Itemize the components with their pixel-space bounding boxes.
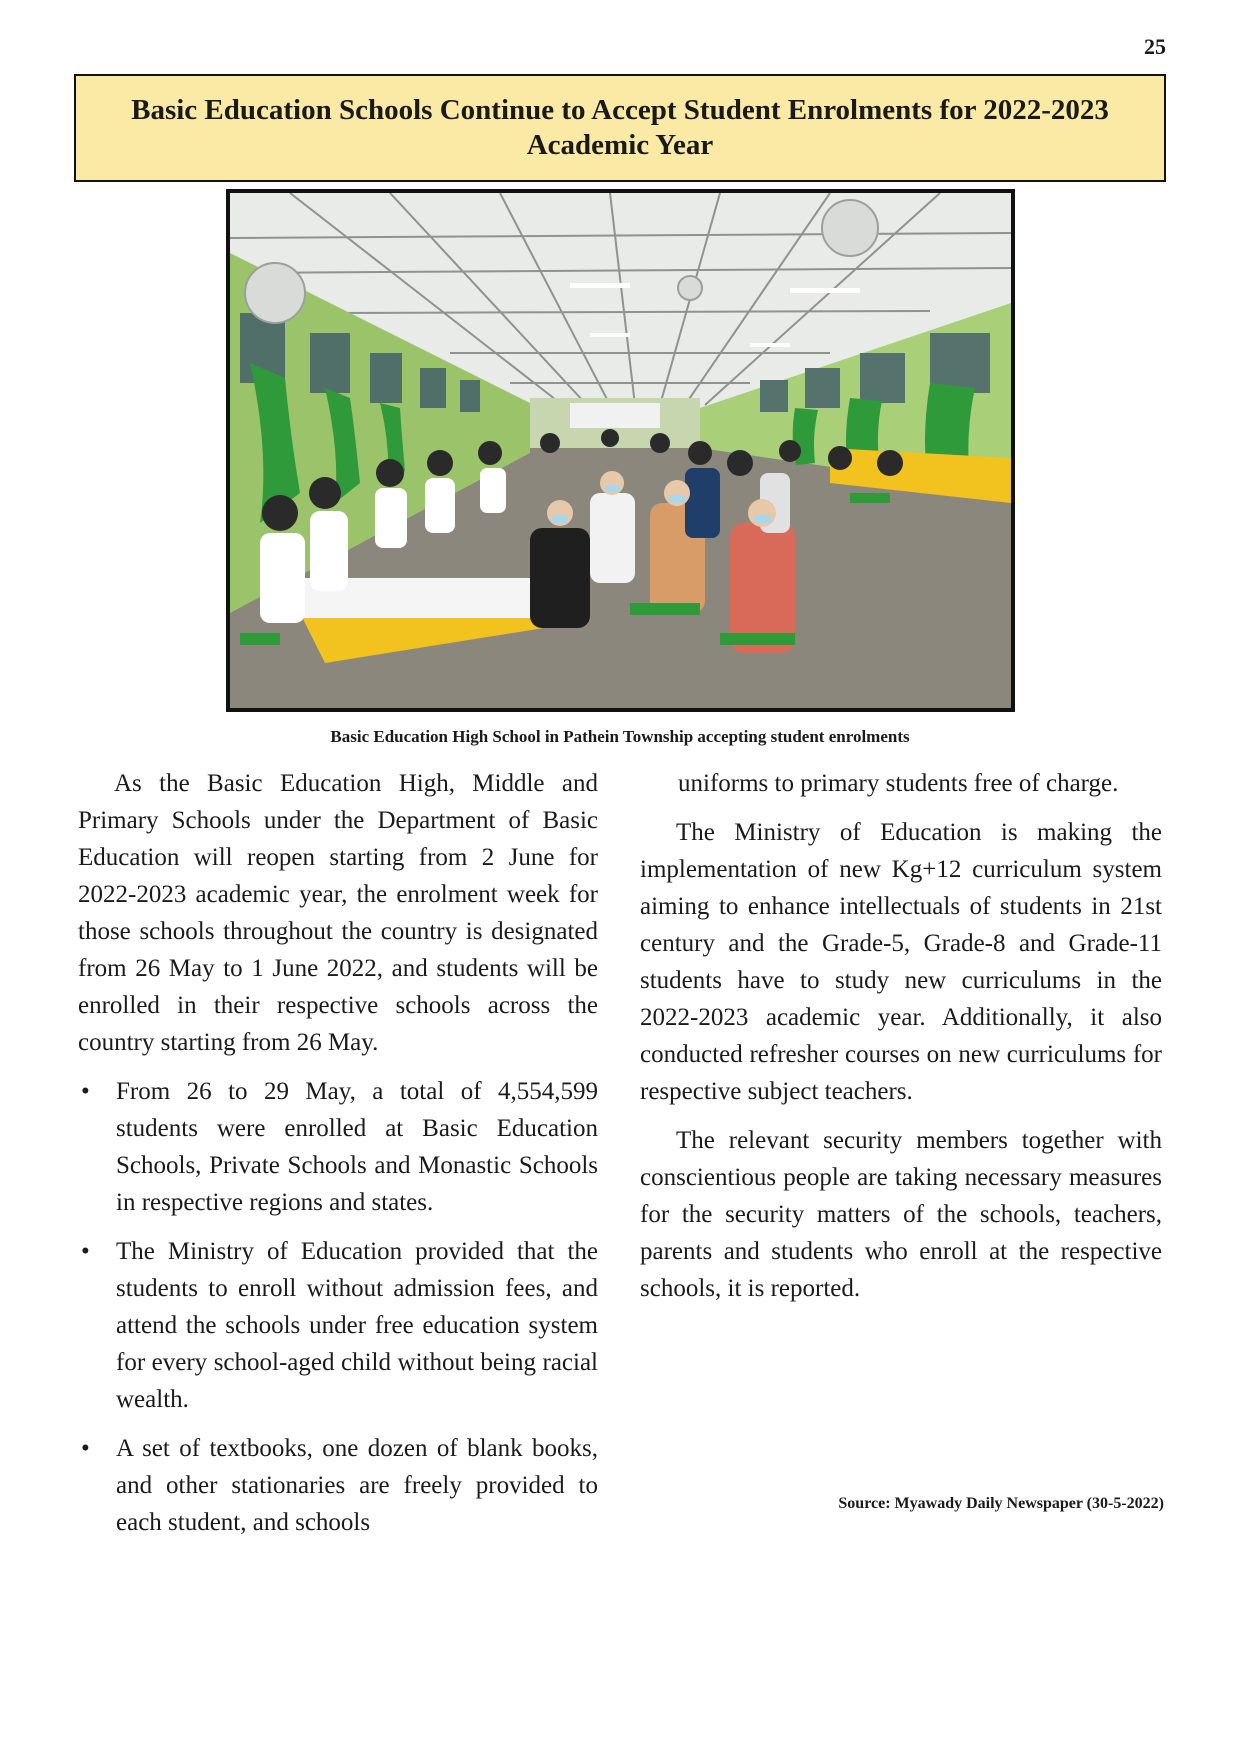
enrolment-hall-photo: [230, 193, 1011, 708]
page-number: 25: [1144, 34, 1166, 59]
security-paragraph: The relevant security members together with conscientious people are taking necessary measures for the security matters of the schools, teachers, parents and students who enroll at the respective schools, it is reported.: [640, 1127, 1162, 1302]
bullet-icon: •: [81, 1078, 90, 1105]
bullet-continuation: uniforms to primary students free of charge.: [678, 770, 1119, 797]
list-item: [78, 1430, 598, 1541]
right-column: [640, 765, 1162, 1319]
article-title-box: [74, 74, 1166, 182]
bullet-icon: •: [81, 1238, 90, 1265]
bullet-text: The Ministry of Education provided that the students to enroll without admission fees, and attend the schools under free education system for every school-aged child without being racial wealth.: [116, 1238, 598, 1413]
article-photo: [226, 189, 1015, 712]
list-item: [78, 1073, 598, 1221]
article-title: Basic Education Schools Continue to Accept Student Enrolments for 2022-2023 Academic Year: [131, 94, 1109, 161]
left-column: [78, 765, 598, 1553]
photo-caption: Basic Education High School in Pathein Township accepting student enrolments: [330, 727, 910, 746]
source-credit: Source: Myawady Daily Newspaper (30-5-2022): [838, 1495, 1164, 1512]
bullet-text: From 26 to 29 May, a total of 4,554,599 students were enrolled at Basic Education Schools, Private Schools and Monastic Schools in respective regions and states.: [116, 1078, 598, 1216]
curriculum-paragraph: The Ministry of Education is making the implementation of new Kg+12 curriculum system aiming to enhance intellectuals of students in 21st century and the Grade-5, Grade-8 and Grade-11 students have to study new curriculums in the 2022-2023 academic year. Additionally, it also conducted refresher courses on new curriculums for respective subject teachers.: [640, 819, 1162, 1105]
list-item: [78, 1233, 598, 1418]
bullet-icon: •: [81, 1435, 90, 1462]
bullet-list: [78, 1073, 598, 1541]
intro-paragraph: As the Basic Education High, Middle and Primary Schools under the Department of Basic Education will reopen starting from 2 June for 2022-2023 academic year, the enrolment week for those schools throughout the country is designated from 26 May to 1 June 2022, and students will be enrolled in their respective schools across the country starting from 26 May.: [78, 770, 598, 1056]
bullet-text: A set of textbooks, one dozen of blank books, and other stationaries are freely provided to each student, and schools: [116, 1435, 598, 1536]
